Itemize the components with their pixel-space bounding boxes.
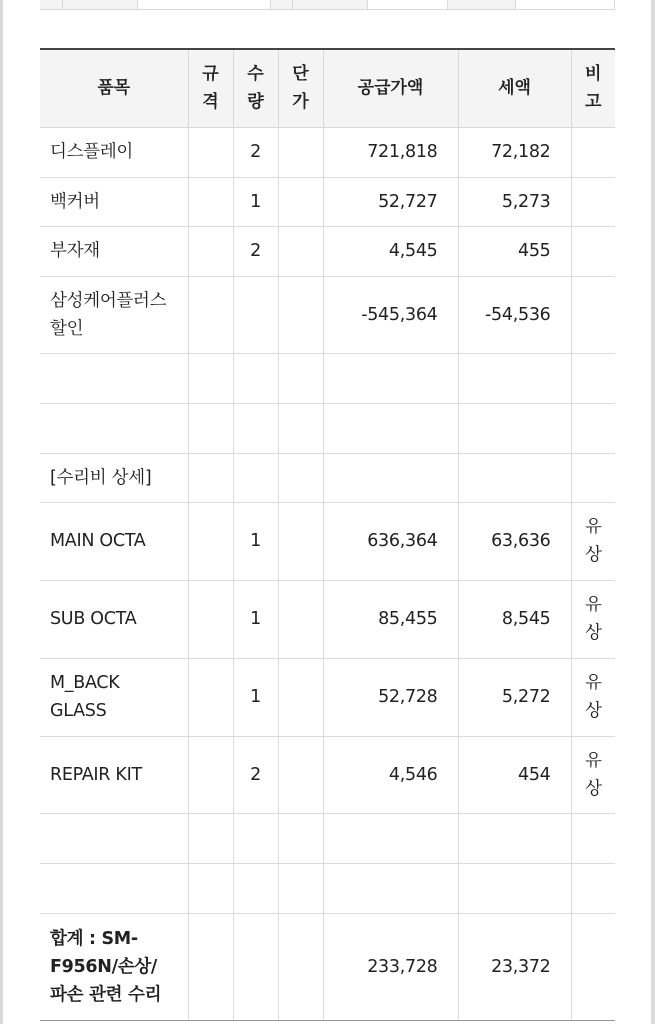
table-row [40, 177, 615, 226]
cell-spec [188, 813, 233, 863]
cell-supply-amount: 721,818 [323, 127, 458, 177]
table-row [40, 863, 615, 913]
right-edge [651, 0, 655, 1024]
cell-item [40, 353, 188, 403]
cell-unit-price [278, 127, 323, 177]
cell-note [571, 813, 615, 863]
cell-qty: 1 [233, 580, 278, 658]
cell-item: REPAIR KIT [40, 736, 188, 813]
cell-qty: 1 [233, 658, 278, 736]
cell-spec [188, 658, 233, 736]
cell-note [571, 127, 615, 177]
total-cell-item: 합계 : SM- F956N/손상/ 파손 관련 수리 [40, 913, 188, 1020]
cell-tax: 63,636 [458, 502, 571, 580]
cell-note: 유 상 [571, 658, 615, 736]
cell-supply-amount [323, 813, 458, 863]
cell-supply-amount: -545,364 [323, 276, 458, 353]
cell-spec [188, 276, 233, 353]
header-tax: 세액 [458, 49, 571, 127]
cell-supply-amount: 85,455 [323, 580, 458, 658]
cell-note [571, 276, 615, 353]
cell-unit-price [278, 353, 323, 403]
total-cell-spec [188, 913, 233, 1020]
cell-item: 디스플레이 [40, 127, 188, 177]
cell-tax: 72,182 [458, 127, 571, 177]
cell-item: 백커버 [40, 177, 188, 226]
table-row [40, 658, 615, 736]
cell-note [571, 403, 615, 453]
cell-item: SUB OCTA [40, 580, 188, 658]
header-unit-price: 단 가 [278, 49, 323, 127]
cell-spec [188, 502, 233, 580]
cell-qty: 2 [233, 226, 278, 276]
cell-tax [458, 403, 571, 453]
table-row [40, 127, 615, 177]
left-edge [0, 0, 3, 1024]
cell-supply-amount: 52,727 [323, 177, 458, 226]
table-row [40, 453, 615, 502]
cell-supply-amount: 52,728 [323, 658, 458, 736]
repair-invoice-table [40, 48, 615, 1021]
table-row [40, 736, 615, 813]
cell-supply-amount: 4,546 [323, 736, 458, 813]
table-row [40, 353, 615, 403]
cell-supply-amount [323, 453, 458, 502]
cell-spec [188, 177, 233, 226]
cell-qty [233, 353, 278, 403]
cell-item: MAIN OCTA [40, 502, 188, 580]
cell-supply-amount [323, 863, 458, 913]
cell-tax: 5,273 [458, 177, 571, 226]
cell-note: 유 상 [571, 502, 615, 580]
cell-note [571, 863, 615, 913]
cell-qty [233, 403, 278, 453]
cell-spec [188, 453, 233, 502]
cell-tax [458, 813, 571, 863]
table-row [40, 580, 615, 658]
cell-supply-amount [323, 403, 458, 453]
cell-spec [188, 403, 233, 453]
cell-spec [188, 863, 233, 913]
cell-unit-price [278, 403, 323, 453]
cell-qty: 2 [233, 736, 278, 813]
cell-unit-price [278, 453, 323, 502]
cell-supply-amount [323, 353, 458, 403]
cell-tax: 8,545 [458, 580, 571, 658]
cell-qty: 1 [233, 177, 278, 226]
cell-item [40, 813, 188, 863]
cell-tax [458, 453, 571, 502]
cell-spec [188, 736, 233, 813]
cell-unit-price [278, 580, 323, 658]
total-cell-note [571, 913, 615, 1020]
cell-tax [458, 353, 571, 403]
cell-unit-price [278, 736, 323, 813]
header-supply-amount: 공급가액 [323, 49, 458, 127]
cell-tax [458, 863, 571, 913]
total-cell-unit-price [278, 913, 323, 1020]
header-item: 품목 [40, 49, 188, 127]
cell-unit-price [278, 276, 323, 353]
cell-spec [188, 226, 233, 276]
cell-spec [188, 127, 233, 177]
cell-unit-price [278, 863, 323, 913]
previous-table-bottom [40, 0, 615, 10]
table-row [40, 502, 615, 580]
cell-spec [188, 580, 233, 658]
cell-tax: 454 [458, 736, 571, 813]
cell-note [571, 226, 615, 276]
cell-item [40, 863, 188, 913]
table-row [40, 403, 615, 453]
cell-qty: 2 [233, 127, 278, 177]
header-row [40, 49, 615, 127]
cell-item: [수리비 상세] [40, 453, 188, 502]
cell-unit-price [278, 177, 323, 226]
cell-qty [233, 453, 278, 502]
cell-note [571, 353, 615, 403]
cell-note: 유 상 [571, 736, 615, 813]
cell-qty [233, 276, 278, 353]
cell-note [571, 453, 615, 502]
table-row [40, 813, 615, 863]
table-row [40, 226, 615, 276]
cell-tax: -54,536 [458, 276, 571, 353]
cell-item: 삼성케어플러스 할인 [40, 276, 188, 353]
header-qty: 수 량 [233, 49, 278, 127]
cell-supply-amount: 636,364 [323, 502, 458, 580]
total-cell-qty [233, 913, 278, 1020]
cell-item: 부자재 [40, 226, 188, 276]
cell-item: M_BACK GLASS [40, 658, 188, 736]
header-spec: 규 격 [188, 49, 233, 127]
cell-note [571, 177, 615, 226]
cell-unit-price [278, 226, 323, 276]
header-note: 비 고 [571, 49, 615, 127]
cell-spec [188, 353, 233, 403]
cell-unit-price [278, 658, 323, 736]
cell-note: 유 상 [571, 580, 615, 658]
cell-qty: 1 [233, 502, 278, 580]
cell-item [40, 403, 188, 453]
cell-qty [233, 863, 278, 913]
cell-unit-price [278, 813, 323, 863]
total-cell-supply-amount: 233,728 [323, 913, 458, 1020]
cell-qty [233, 813, 278, 863]
cell-supply-amount: 4,545 [323, 226, 458, 276]
total-cell-tax: 23,372 [458, 913, 571, 1020]
cell-tax: 455 [458, 226, 571, 276]
table-row [40, 276, 615, 353]
total-row [40, 913, 615, 1020]
cell-unit-price [278, 502, 323, 580]
cell-tax: 5,272 [458, 658, 571, 736]
